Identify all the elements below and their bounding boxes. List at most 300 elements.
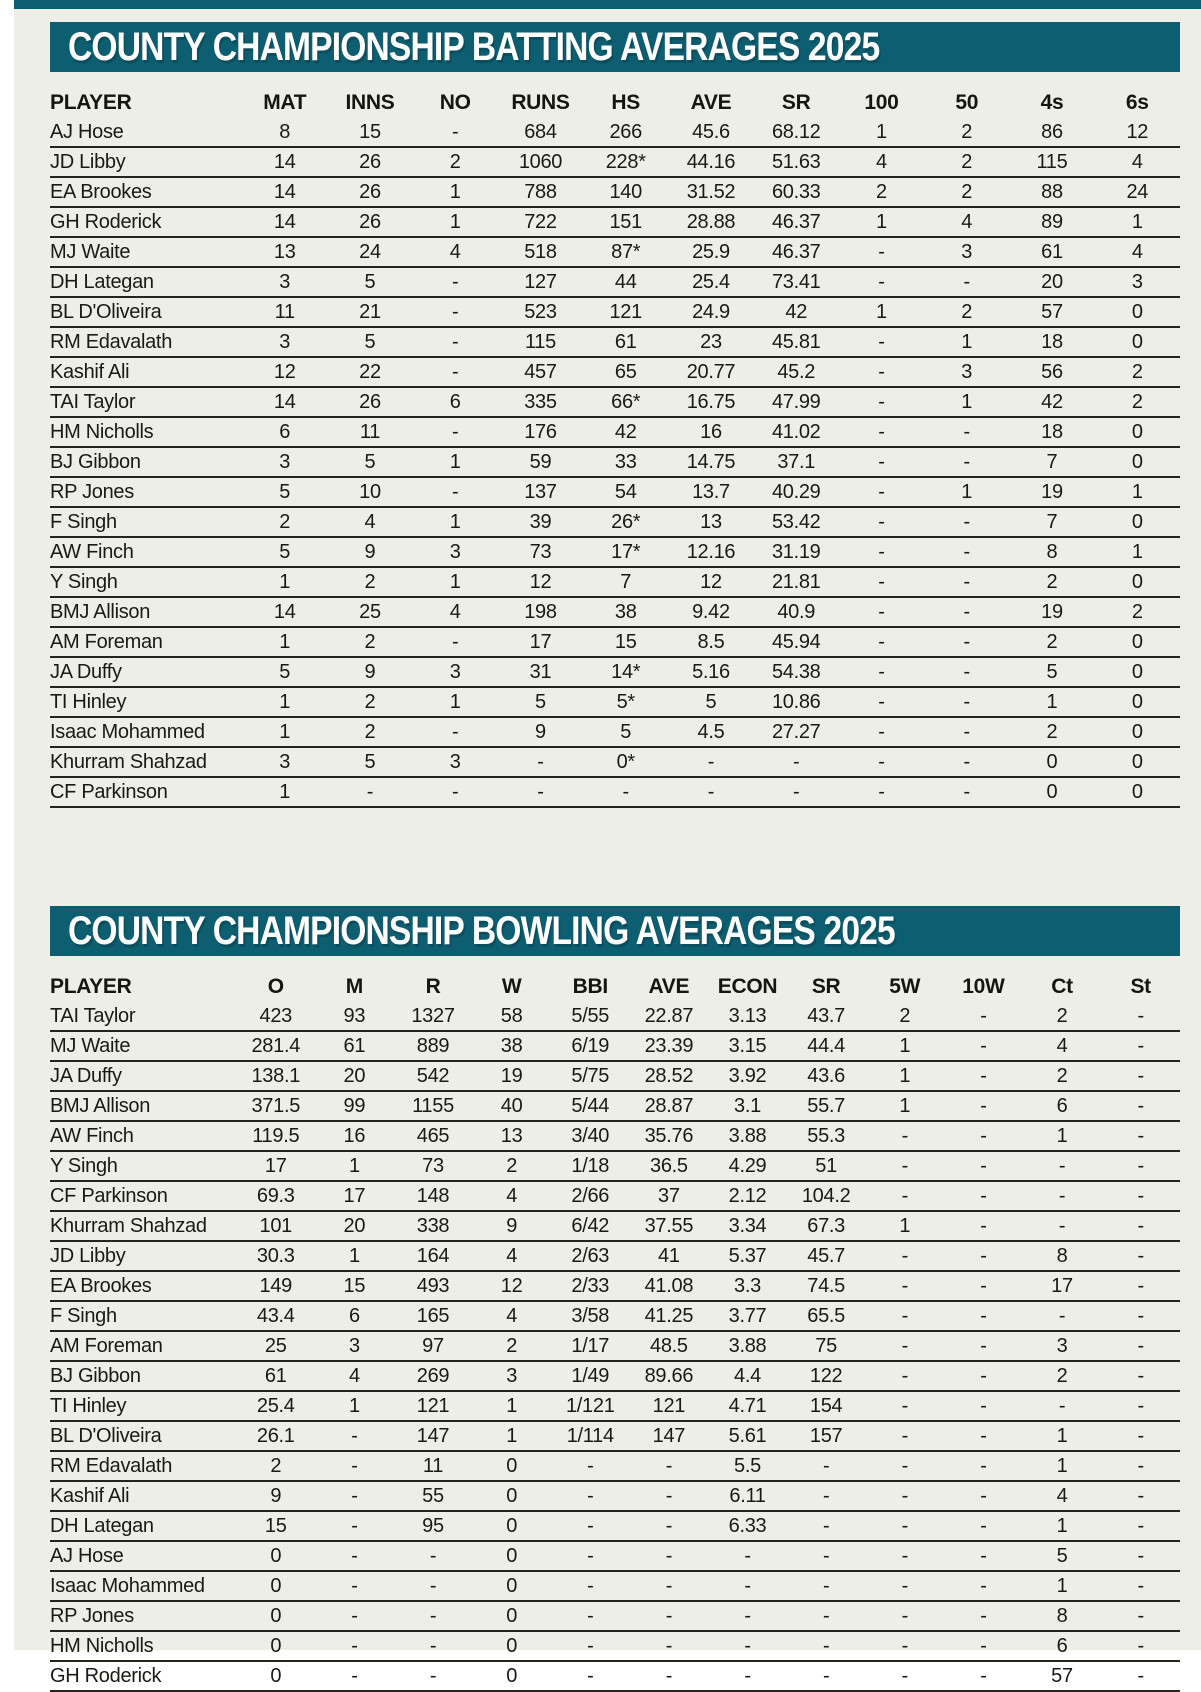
stat-cell: 14.75: [668, 447, 753, 477]
stat-cell: 21.81: [754, 567, 839, 597]
stat-cell: 12: [472, 1271, 551, 1301]
stat-cell: 36.5: [630, 1151, 709, 1181]
stat-cell: 47.99: [754, 387, 839, 417]
stat-cell: 68.12: [754, 118, 839, 147]
stat-cell: 25: [327, 597, 412, 627]
stat-cell: -: [394, 1601, 473, 1631]
stat-cell: 4.71: [708, 1391, 787, 1421]
stat-cell: 93: [315, 1002, 394, 1031]
stat-cell: -: [315, 1511, 394, 1541]
stat-cell: 9: [327, 537, 412, 567]
stat-cell: -: [865, 1661, 944, 1691]
stat-cell: 127: [498, 267, 583, 297]
stat-cell: -: [787, 1541, 866, 1571]
stat-cell: -: [944, 1002, 1023, 1031]
stat-cell: -: [1101, 1301, 1180, 1331]
column-header-st: St: [1130, 975, 1151, 998]
stat-cell: 2: [472, 1331, 551, 1361]
stat-cell: 9.42: [668, 597, 753, 627]
stat-cell: 19: [472, 1061, 551, 1091]
player-name: RM Edavalath: [50, 327, 242, 357]
stat-cell: 58: [472, 1002, 551, 1031]
batting-averages-table: [50, 88, 1180, 808]
bowling-averages-table: [50, 972, 1180, 1692]
stat-cell: 73.41: [754, 267, 839, 297]
stat-cell: -: [865, 1391, 944, 1421]
stat-cell: -: [708, 1541, 787, 1571]
stat-cell: 25.4: [668, 267, 753, 297]
stat-cell: 61: [315, 1031, 394, 1061]
stat-cell: 2: [236, 1451, 315, 1481]
stat-cell: 13: [472, 1121, 551, 1151]
player-name: DH Lategan: [50, 1511, 236, 1541]
stat-cell: -: [944, 1631, 1023, 1661]
stat-cell: 73: [498, 537, 583, 567]
stat-cell: -: [315, 1631, 394, 1661]
stat-cell: -: [839, 777, 924, 807]
stat-cell: 25.4: [236, 1391, 315, 1421]
stat-cell: 140: [583, 177, 668, 207]
table-row: [50, 597, 1180, 627]
stat-cell: 266: [583, 118, 668, 147]
stat-cell: 1: [1095, 477, 1180, 507]
stat-cell: 4: [1023, 1031, 1102, 1061]
table-row: [50, 1361, 1180, 1391]
player-name: Y Singh: [50, 567, 242, 597]
table-row: [50, 387, 1180, 417]
stat-cell: -: [1101, 1121, 1180, 1151]
stat-cell: 12.16: [668, 537, 753, 567]
stat-cell: 43.7: [787, 1002, 866, 1031]
stat-cell: -: [865, 1631, 944, 1661]
stat-cell: 269: [394, 1361, 473, 1391]
stat-cell: 3.88: [708, 1331, 787, 1361]
stat-cell: 89.66: [630, 1361, 709, 1391]
stat-cell: -: [315, 1451, 394, 1481]
table-row: [50, 177, 1180, 207]
stat-cell: -: [551, 1451, 630, 1481]
stat-cell: 1: [315, 1241, 394, 1271]
stat-cell: 18: [1009, 417, 1094, 447]
stat-cell: -: [839, 447, 924, 477]
table-row: [50, 567, 1180, 597]
stat-cell: 1155: [394, 1091, 473, 1121]
stat-cell: -: [1101, 1631, 1180, 1661]
stat-cell: 31: [498, 657, 583, 687]
stat-cell: 61: [236, 1361, 315, 1391]
player-name: AW Finch: [50, 1121, 236, 1151]
table-row: [50, 717, 1180, 747]
stat-cell: 19: [1009, 477, 1094, 507]
player-name: Isaac Mohammed: [50, 1571, 236, 1601]
stat-cell: -: [839, 687, 924, 717]
stat-cell: -: [1101, 1181, 1180, 1211]
stat-cell: -: [1101, 1451, 1180, 1481]
table-row: [50, 1331, 1180, 1361]
stat-cell: 1: [1095, 207, 1180, 237]
stat-cell: -: [924, 507, 1009, 537]
stat-cell: -: [865, 1271, 944, 1301]
stat-cell: 1: [1023, 1451, 1102, 1481]
stat-cell: 148: [394, 1181, 473, 1211]
stat-cell: 0: [472, 1541, 551, 1571]
stat-cell: 15: [315, 1271, 394, 1301]
stat-cell: 11: [242, 297, 327, 327]
stat-cell: 57: [1023, 1661, 1102, 1691]
stat-cell: -: [551, 1511, 630, 1541]
stat-cell: 13: [242, 237, 327, 267]
stat-cell: -: [944, 1331, 1023, 1361]
stat-cell: 5: [1023, 1541, 1102, 1571]
stat-cell: 465: [394, 1121, 473, 1151]
stat-cell: 2: [327, 717, 412, 747]
stat-cell: 74.5: [787, 1271, 866, 1301]
stat-cell: -: [944, 1181, 1023, 1211]
stat-cell: 0: [472, 1661, 551, 1691]
table-row: [50, 1541, 1180, 1571]
stat-cell: -: [630, 1451, 709, 1481]
stat-cell: 66*: [583, 387, 668, 417]
stat-cell: 3.3: [708, 1271, 787, 1301]
stat-cell: -: [668, 777, 753, 807]
stat-cell: 8.5: [668, 627, 753, 657]
stat-cell: 61: [583, 327, 668, 357]
stat-cell: -: [413, 717, 498, 747]
stat-cell: 4: [472, 1181, 551, 1211]
stat-cell: 2: [924, 118, 1009, 147]
stat-cell: 4.4: [708, 1361, 787, 1391]
stat-cell: 1: [839, 297, 924, 327]
stat-cell: 65.5: [787, 1301, 866, 1331]
stat-cell: 1: [1023, 1571, 1102, 1601]
stat-cell: 3: [1095, 267, 1180, 297]
player-name: BJ Gibbon: [50, 447, 242, 477]
stat-cell: 3.34: [708, 1211, 787, 1241]
stat-cell: -: [944, 1301, 1023, 1331]
stat-cell: -: [498, 747, 583, 777]
stat-cell: 69.3: [236, 1181, 315, 1211]
stat-cell: 0: [472, 1601, 551, 1631]
stat-cell: 137: [498, 477, 583, 507]
stat-cell: -: [1101, 1031, 1180, 1061]
stat-cell: 12: [242, 357, 327, 387]
stat-cell: 20: [315, 1211, 394, 1241]
stat-cell: 8: [242, 118, 327, 147]
player-name: RP Jones: [50, 477, 242, 507]
table-row: [50, 1031, 1180, 1061]
table-row: [50, 1271, 1180, 1301]
stat-cell: 12: [498, 567, 583, 597]
stat-cell: 43.6: [787, 1061, 866, 1091]
stat-cell: 7: [1009, 447, 1094, 477]
stat-cell: 14*: [583, 657, 668, 687]
column-header-inns: INNS: [345, 91, 395, 114]
stat-cell: 121: [583, 297, 668, 327]
stat-cell: -: [865, 1241, 944, 1271]
stat-cell: 54.38: [754, 657, 839, 687]
stat-cell: 2: [242, 507, 327, 537]
stat-cell: 24: [327, 237, 412, 267]
stat-cell: 2: [865, 1002, 944, 1031]
stat-cell: 21: [327, 297, 412, 327]
stat-cell: 5: [327, 267, 412, 297]
stat-cell: 54: [583, 477, 668, 507]
stat-cell: 16.75: [668, 387, 753, 417]
stat-cell: -: [630, 1481, 709, 1511]
table-row: [50, 477, 1180, 507]
stat-cell: -: [708, 1571, 787, 1601]
stat-cell: 147: [630, 1421, 709, 1451]
stat-cell: 3/58: [551, 1301, 630, 1331]
stat-cell: 1: [242, 777, 327, 807]
stat-cell: -: [839, 747, 924, 777]
stat-cell: 51: [787, 1151, 866, 1181]
stat-cell: 0: [472, 1451, 551, 1481]
stat-cell: -: [944, 1511, 1023, 1541]
player-name: TAI Taylor: [50, 1002, 236, 1031]
stat-cell: 2: [1009, 717, 1094, 747]
stat-cell: 1: [315, 1151, 394, 1181]
stat-cell: 12: [668, 567, 753, 597]
stat-cell: 37: [630, 1181, 709, 1211]
stat-cell: 6: [1023, 1631, 1102, 1661]
stat-cell: 14: [242, 597, 327, 627]
batting-title-band: [50, 22, 1180, 72]
stat-cell: 19: [1009, 597, 1094, 627]
stat-cell: -: [787, 1481, 866, 1511]
stat-cell: 2: [1095, 357, 1180, 387]
stat-cell: 26*: [583, 507, 668, 537]
stat-cell: -: [394, 1631, 473, 1661]
stat-cell: 4: [839, 147, 924, 177]
stat-cell: -: [754, 747, 839, 777]
stat-cell: -: [787, 1451, 866, 1481]
stat-cell: 60.33: [754, 177, 839, 207]
player-name: HM Nicholls: [50, 1631, 236, 1661]
stat-cell: -: [865, 1361, 944, 1391]
column-header-player: PLAYER: [50, 975, 132, 998]
stat-cell: 0: [1095, 777, 1180, 807]
stat-cell: -: [944, 1091, 1023, 1121]
stat-cell: 31.52: [668, 177, 753, 207]
stat-cell: 4: [413, 597, 498, 627]
stat-cell: 3: [924, 237, 1009, 267]
stat-cell: -: [327, 777, 412, 807]
stat-cell: 1: [413, 687, 498, 717]
stat-cell: 40: [472, 1091, 551, 1121]
stat-cell: 5/55: [551, 1002, 630, 1031]
column-header-player: PLAYER: [50, 91, 132, 114]
stat-cell: 3: [315, 1331, 394, 1361]
stat-cell: 0: [1095, 747, 1180, 777]
player-name: BMJ Allison: [50, 597, 242, 627]
column-header-mat: MAT: [263, 91, 307, 114]
column-header-sr: SR: [811, 975, 841, 998]
stat-cell: -: [839, 717, 924, 747]
stat-cell: -: [413, 357, 498, 387]
stat-cell: -: [413, 327, 498, 357]
stat-cell: -: [944, 1241, 1023, 1271]
stat-cell: 5: [242, 477, 327, 507]
stat-cell: 22: [327, 357, 412, 387]
stat-cell: 2/33: [551, 1271, 630, 1301]
batting-title: COUNTY CHAMPIONSHIP BATTING AVERAGES 2025: [68, 25, 880, 69]
stat-cell: 6: [1023, 1091, 1102, 1121]
content-area: [14, 9, 1201, 1692]
stat-cell: -: [787, 1631, 866, 1661]
stat-cell: 14: [242, 387, 327, 417]
player-name: Isaac Mohammed: [50, 717, 242, 747]
stat-cell: -: [839, 627, 924, 657]
stat-cell: 121: [394, 1391, 473, 1421]
stat-cell: -: [865, 1121, 944, 1151]
stat-cell: 44: [583, 267, 668, 297]
stat-cell: 3.77: [708, 1301, 787, 1331]
stat-cell: 176: [498, 417, 583, 447]
stat-cell: -: [413, 118, 498, 147]
stat-cell: 73: [394, 1151, 473, 1181]
player-name: HM Nicholls: [50, 417, 242, 447]
table-row: [50, 1601, 1180, 1631]
table-row: [50, 267, 1180, 297]
stat-cell: -: [630, 1631, 709, 1661]
player-name: F Singh: [50, 1301, 236, 1331]
column-header-hs: HS: [611, 91, 640, 114]
column-header-w: W: [501, 975, 522, 998]
stat-cell: -: [944, 1451, 1023, 1481]
stat-cell: -: [839, 657, 924, 687]
stat-cell: 2: [327, 567, 412, 597]
table-row: [50, 1002, 1180, 1031]
stat-cell: 493: [394, 1271, 473, 1301]
stat-cell: 2: [472, 1151, 551, 1181]
player-name: JD Libby: [50, 147, 242, 177]
stat-cell: 4: [924, 207, 1009, 237]
stat-cell: -: [394, 1541, 473, 1571]
stat-cell: -: [630, 1661, 709, 1691]
stat-cell: -: [944, 1271, 1023, 1301]
stat-cell: -: [787, 1571, 866, 1601]
player-name: MJ Waite: [50, 237, 242, 267]
stat-cell: 55: [394, 1481, 473, 1511]
table-row: [50, 1451, 1180, 1481]
stat-cell: 24.9: [668, 297, 753, 327]
stat-cell: 2: [924, 147, 1009, 177]
stat-cell: 67.3: [787, 1211, 866, 1241]
stat-cell: -: [839, 417, 924, 447]
stat-cell: 0: [236, 1661, 315, 1691]
stat-cell: -: [865, 1301, 944, 1331]
stat-cell: 101: [236, 1211, 315, 1241]
stat-cell: 2: [924, 297, 1009, 327]
column-header-50: 50: [955, 91, 979, 114]
stat-cell: 28.87: [630, 1091, 709, 1121]
stat-cell: 5: [242, 657, 327, 687]
stat-cell: 26: [327, 387, 412, 417]
table-row: [50, 118, 1180, 147]
table-row: [50, 207, 1180, 237]
table-row: [50, 507, 1180, 537]
stat-cell: 51.63: [754, 147, 839, 177]
stat-cell: 1: [839, 207, 924, 237]
stat-cell: 3.1: [708, 1091, 787, 1121]
stat-cell: 10: [327, 477, 412, 507]
stat-cell: 523: [498, 297, 583, 327]
stat-cell: 9: [472, 1211, 551, 1241]
stat-cell: 338: [394, 1211, 473, 1241]
stat-cell: 28.88: [668, 207, 753, 237]
stat-cell: -: [865, 1571, 944, 1601]
player-name: DH Lategan: [50, 267, 242, 297]
stat-cell: 37.55: [630, 1211, 709, 1241]
column-header-runs: RUNS: [511, 91, 570, 114]
stat-cell: 5.37: [708, 1241, 787, 1271]
stat-cell: 40.29: [754, 477, 839, 507]
stat-cell: 8: [1023, 1601, 1102, 1631]
stat-cell: 0: [1095, 567, 1180, 597]
stat-cell: -: [708, 1661, 787, 1691]
header-row: [50, 88, 1180, 118]
stat-cell: 3/40: [551, 1121, 630, 1151]
stat-cell: 1: [1095, 537, 1180, 567]
stat-cell: -: [551, 1631, 630, 1661]
stat-cell: 147: [394, 1421, 473, 1451]
player-name: MJ Waite: [50, 1031, 236, 1061]
table-row: [50, 777, 1180, 807]
stat-cell: 2.12: [708, 1181, 787, 1211]
stat-cell: 5: [327, 447, 412, 477]
stat-cell: -: [1023, 1391, 1102, 1421]
stat-cell: 45.81: [754, 327, 839, 357]
player-name: Khurram Shahzad: [50, 1211, 236, 1241]
stat-cell: -: [924, 627, 1009, 657]
stat-cell: -: [924, 597, 1009, 627]
stat-cell: 2: [1095, 597, 1180, 627]
stat-cell: -: [1101, 1241, 1180, 1271]
stat-cell: 4: [472, 1301, 551, 1331]
stat-cell: 3: [413, 657, 498, 687]
stat-cell: 684: [498, 118, 583, 147]
stat-cell: 26: [327, 207, 412, 237]
stat-cell: -: [1101, 1211, 1180, 1241]
stat-cell: -: [630, 1571, 709, 1601]
stat-cell: 542: [394, 1061, 473, 1091]
stat-cell: 3: [413, 747, 498, 777]
table-row: [50, 327, 1180, 357]
stat-cell: -: [1101, 1511, 1180, 1541]
stat-cell: 8: [1023, 1241, 1102, 1271]
stat-cell: 119.5: [236, 1121, 315, 1151]
stat-cell: -: [924, 447, 1009, 477]
stat-cell: -: [865, 1421, 944, 1451]
player-name: BL D'Oliveira: [50, 297, 242, 327]
stat-cell: 2: [839, 177, 924, 207]
stat-cell: -: [944, 1571, 1023, 1601]
stat-cell: 335: [498, 387, 583, 417]
table-row: [50, 357, 1180, 387]
column-header-sr: SR: [781, 91, 811, 114]
stat-cell: 13.7: [668, 477, 753, 507]
stat-cell: 4: [472, 1241, 551, 1271]
stat-cell: 3: [1023, 1331, 1102, 1361]
stat-cell: 0: [472, 1571, 551, 1601]
stat-cell: 0: [1095, 297, 1180, 327]
stat-cell: 5: [668, 687, 753, 717]
stat-cell: 1: [413, 447, 498, 477]
stat-cell: 45.2: [754, 357, 839, 387]
stat-cell: 281.4: [236, 1031, 315, 1061]
stat-cell: 2: [1009, 567, 1094, 597]
